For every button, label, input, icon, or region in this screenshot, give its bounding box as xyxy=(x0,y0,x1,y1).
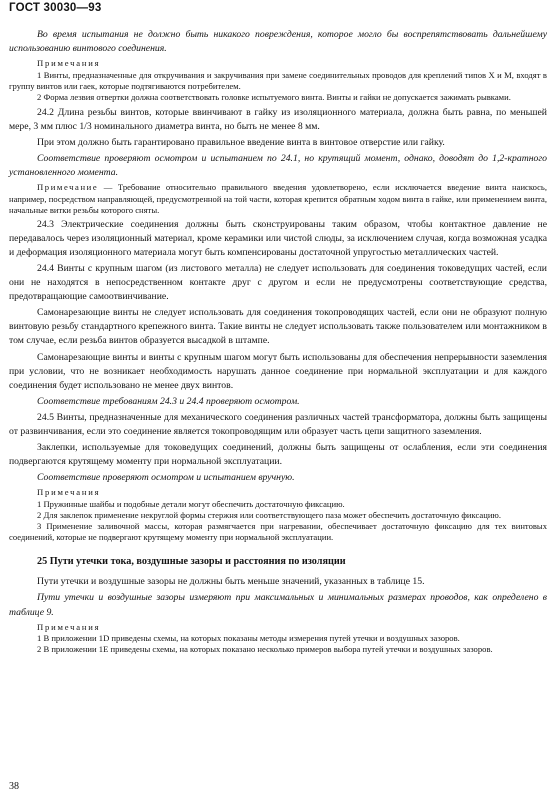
note-item: 2 В приложении 1E приведены схемы, на которых показано несколько примеров выбора путей утечки и воздушных зазоров. xyxy=(37,644,493,655)
note-text: — Требование относительно правильного введения удовлетворено, если исключается введение винта наискось, например, посредством направляющей, предусмотренной на той части, которая крепится обратным ходом винта в гайке, или применением винта, начальные витки резьбы которого сняты. xyxy=(9,182,547,215)
compliance-paragraph: Соответствие требованиям 24.3 и 24.4 проверяют осмотром. xyxy=(37,395,300,407)
paragraph: Самонарезающие винты не следует использовать для соединения токопроводящих частей, если они не образуют полную винтовую резьбу стандартного крепежного винта. Такие винты не следует использовать также пользователем или монтажником в том случае, если резьба винтов образуется высадкой в штампе. xyxy=(9,307,547,347)
paragraph-24-1-end: Во время испытания не должно быть никакого повреждения, которое могло бы воспрепятствовать дальнейшему использованию винтового соединения. xyxy=(9,29,547,55)
page-header: ГОСТ 30030—93 xyxy=(9,2,102,14)
paragraph-24-2: 24.2 Длина резьбы винтов, которые ввинчивают в гайку из изоляционного материала, должна быть равна, по меньшей мере, 3 мм плюс 1/3 номинального диаметра винта, но быть не менее 8 мм. xyxy=(9,106,547,133)
note-item: 2 Форма лезвия отвертки должна соответствовать головке испытуемого винта. Винты и гайки не допускается зажимать рывками. xyxy=(37,91,511,102)
note-item: 1 В приложении 1D приведены схемы, на которых показаны методы измерения путей утечки и воздушных зазоров. xyxy=(37,633,460,644)
page-number: 38 xyxy=(9,781,19,792)
notes-heading: Примечания xyxy=(37,621,101,632)
note-label: Примечание xyxy=(37,182,99,193)
notes-heading: Примечания xyxy=(37,58,101,69)
note-item: 1 Винты, предназначенные для откручивания и закручивания при замене соединительных проводов для креплений типов X и M, входят в группу винтов или гаек, которые подтягиваются потребителем. xyxy=(9,69,547,91)
paragraph: При этом должно быть гарантировано правильное введение винта в винтовое отверстие или гайку. xyxy=(37,137,445,149)
section-heading-25: 25 Пути утечки тока, воздушные зазоры и расстояния по изоляции xyxy=(37,556,346,568)
note-item: 1 Пружинные шайбы и подобные детали могут обеспечить достаточную фиксацию. xyxy=(37,498,345,509)
compliance-paragraph: Соответствие проверяют осмотром и испытанием по 24.1, но крутящий момент, однако, доводят до 1,2-кратного установленного момента. xyxy=(9,153,547,179)
paragraph-24-3: 24.3 Электрические соединения должны быть сконструированы таким образом, чтобы контактное давление не передавалось через изоляционный материал, кроме керамики или чистой слюды, за исключением случая, когда возможная усадка и деформация изоляционного материала могут быть компенсированы достаточной упругостью металлических частей. xyxy=(9,218,547,258)
compliance-paragraph: Пути утечки и воздушные зазоры измеряют при максимальных и минимальных размерах проводов, как определено в таблице 9. xyxy=(9,592,547,618)
note-paragraph xyxy=(9,182,547,215)
paragraph-24-5: 24.5 Винты, предназначенные для механического соединения различных частей трансформатора, должны быть защищены от развинчивания, если это соединение является токопроводящим или образует часть цепи защитного заземления. xyxy=(9,411,547,438)
note-item: 2 Для заклепок применение некруглой формы стержня или соответствующего паза может обеспечить достаточную фиксацию. xyxy=(37,510,501,520)
notes-heading: Примечания xyxy=(37,487,101,498)
page-body xyxy=(9,28,547,655)
paragraph: Самонарезающие винты и винты с крупным шагом могут быть использованы для обеспечения непрерывности заземления при условии, что не возникает необходимость нарушать данное соединение при нормальной эксплуатации и для каждого соединения будет использовано не менее двух винтов. xyxy=(9,351,547,391)
paragraph: Заклепки, используемые для токоведущих соединений, должны быть защищены от ослабления, если эти соединения подвергаются крутящему моменту при нормальной эксплуатации. xyxy=(9,442,547,468)
paragraph-24-4: 24.4 Винты с крупным шагом (из листового металла) не следует использовать для соединения токоведущих частей, если они не находятся в непосредственном контакте друг с другом и если не предусмотрены соответствующие средства, предотвращающие самоотвинчивание. xyxy=(9,263,547,303)
paragraph: Пути утечки и воздушные зазоры не должны быть меньше значений, указанных в таблице 15. xyxy=(37,576,425,588)
compliance-paragraph: Соответствие проверяют осмотром и испытанием вручную. xyxy=(37,472,295,484)
note-item: 3 Применение заливочной массы, которая размягчается при нагревании, обеспечивает достаточную фиксацию для тех винтовых соединений, которые не подвергают крутящему моменту при нормальной эксплуатации. xyxy=(9,521,547,543)
